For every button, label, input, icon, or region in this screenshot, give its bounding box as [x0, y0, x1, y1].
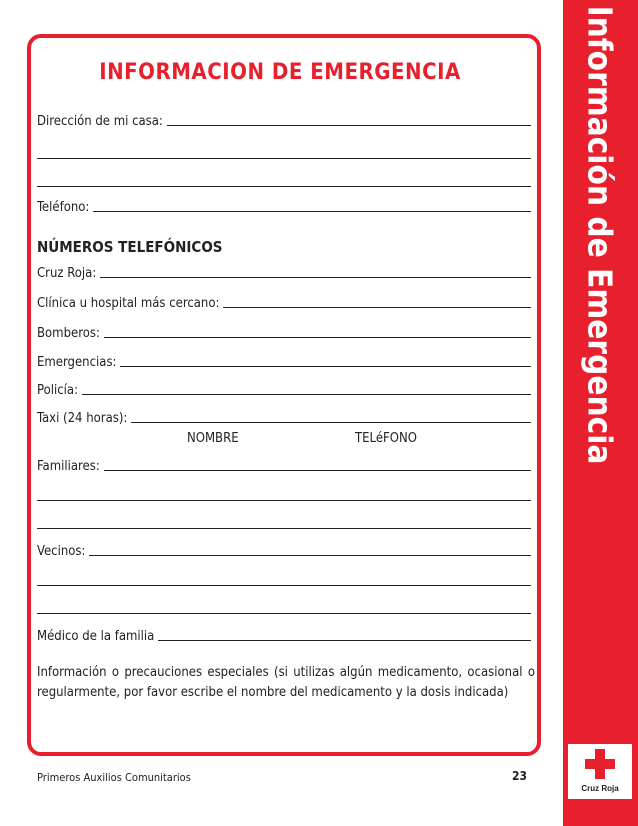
page-title: INFORMACION DE EMERGENCIA: [99, 60, 461, 85]
sidebar-title: Información de Emergencia: [580, 5, 620, 465]
address-line[interactable]: [167, 124, 531, 126]
bomberos-label: Bomberos:: [37, 326, 100, 341]
cruz-roja-line[interactable]: [100, 276, 531, 278]
phone-line[interactable]: [93, 210, 531, 212]
familiares-line[interactable]: [104, 469, 531, 471]
page-number: 23: [512, 769, 528, 783]
footer-title: Primeros Auxilios Comunitarios: [37, 771, 191, 784]
special-info-note: Información o precauciones especiales (si utilizas algún medicamento, ocasional o regularmente, por favor escribe el nombre del medicamento y la dosis indicada): [37, 665, 535, 700]
vecinos-line-3[interactable]: [37, 613, 531, 614]
address-label: Dirección de mi casa:: [37, 114, 163, 129]
bomberos-row: [37, 326, 531, 341]
clinica-label: Clínica u hospital más cercano:: [37, 296, 220, 311]
taxi-line[interactable]: [131, 421, 531, 423]
vecinos-line-2[interactable]: [37, 585, 531, 586]
policia-label: Policía:: [37, 383, 79, 398]
address-row: [37, 114, 531, 129]
taxi-label: Taxi (24 horas):: [37, 411, 128, 426]
cross-icon-bar: [585, 759, 615, 769]
section-numbers-heading: NÚMEROS TELEFÓNICOS: [37, 238, 223, 256]
medico-label: Médico de la familia: [37, 629, 155, 644]
emergencias-label: Emergencias:: [37, 355, 117, 370]
familiares-line-2[interactable]: [37, 500, 531, 501]
emergencias-line[interactable]: [120, 365, 531, 367]
vecinos-row: [37, 544, 531, 559]
column-telefono: TELéFONO: [355, 431, 417, 446]
policia-line[interactable]: [82, 393, 531, 395]
clinica-row: [37, 296, 531, 311]
vecinos-line[interactable]: [89, 554, 531, 556]
address-line-3[interactable]: [37, 186, 531, 187]
bomberos-line[interactable]: [104, 336, 531, 338]
phone-row: [37, 200, 531, 215]
emergencias-row: [37, 355, 531, 370]
clinica-line[interactable]: [223, 306, 531, 308]
medico-row: [37, 629, 531, 644]
column-nombre: NOMBRE: [187, 431, 239, 446]
familiares-row: [37, 459, 531, 474]
familiares-label: Familiares:: [37, 459, 100, 474]
cruz-roja-row: [37, 266, 531, 281]
vecinos-label: Vecinos:: [37, 544, 86, 559]
address-line-2[interactable]: [37, 158, 531, 159]
taxi-row: [37, 411, 531, 426]
logo-text: Cruz Roja: [581, 784, 619, 793]
familiares-line-3[interactable]: [37, 528, 531, 529]
phone-label: Teléfono:: [37, 200, 90, 215]
cruz-roja-label: Cruz Roja:: [37, 266, 97, 281]
medico-line[interactable]: [158, 639, 531, 641]
red-cross-logo: [568, 744, 632, 799]
policia-row: [37, 383, 531, 398]
